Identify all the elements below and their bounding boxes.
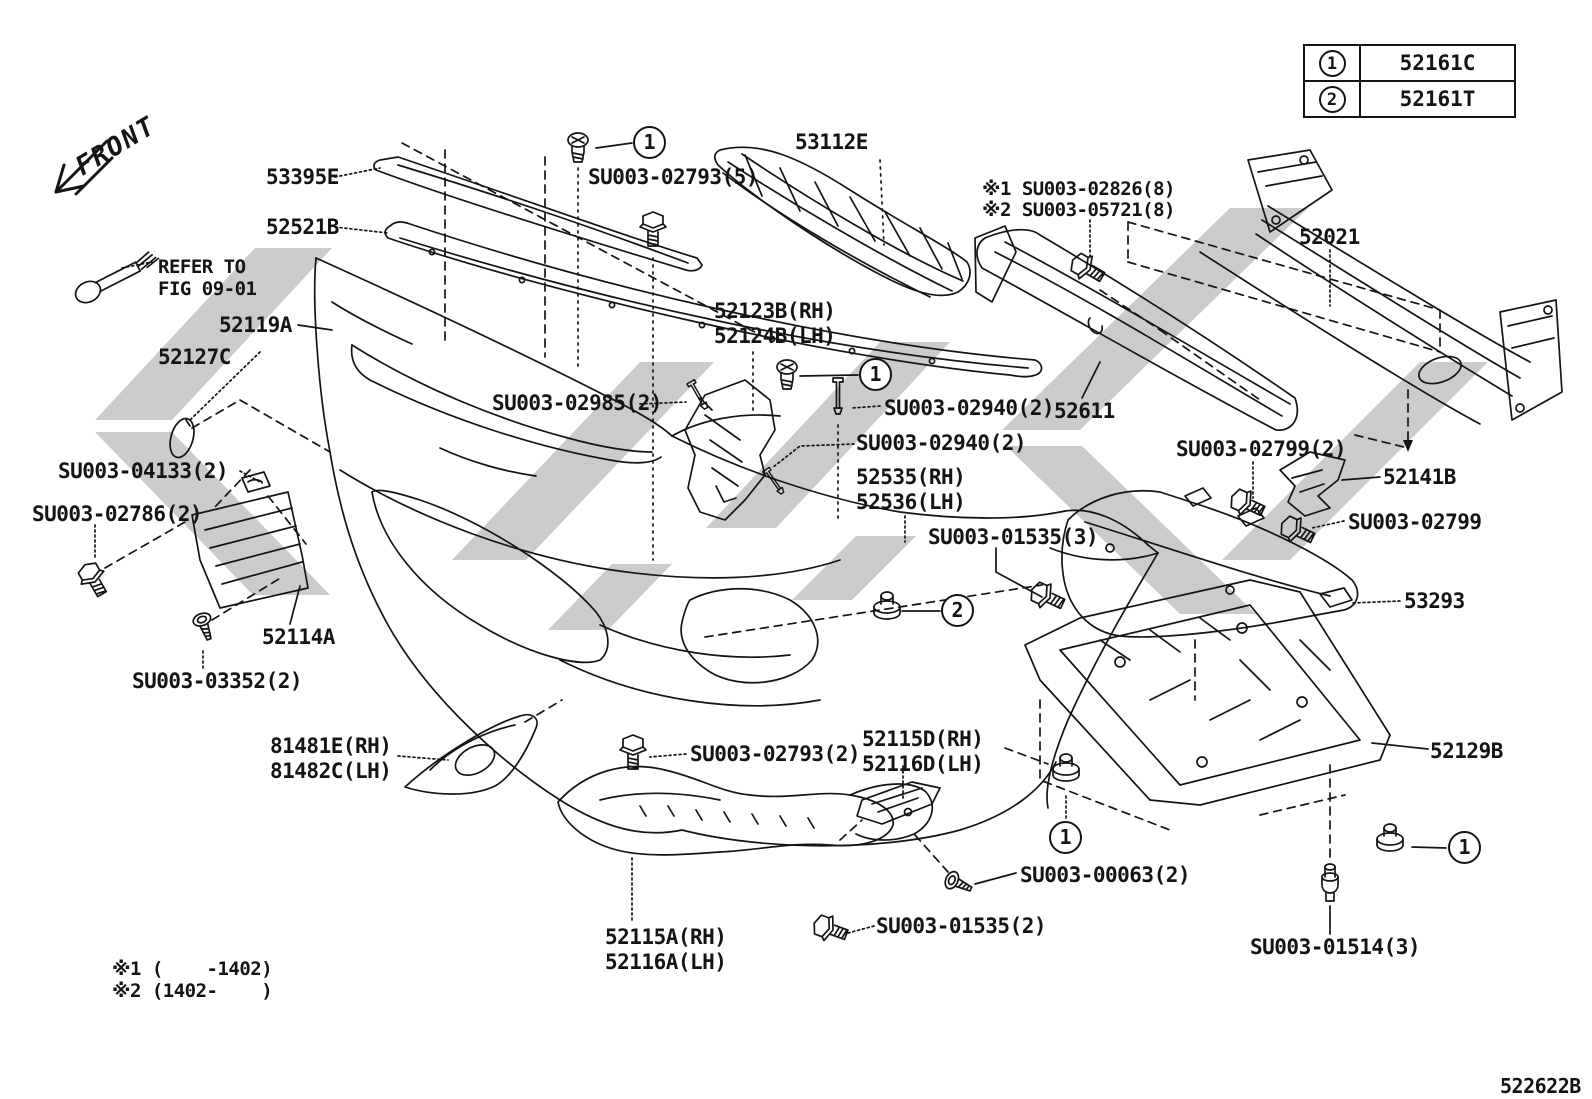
part-label-SU003-01535x3: SU003-01535(3): [928, 525, 1099, 549]
screw-icon: [777, 360, 797, 389]
bolt-icon: [620, 735, 646, 769]
part-label-52611: 52611: [1054, 399, 1115, 423]
part-label-52124B: 52124B(LH): [714, 324, 836, 348]
part-label-SU003-02793x2: SU003-02793(2): [690, 742, 861, 766]
part-label-81481E: 81481E(RH): [270, 734, 392, 758]
part-label-52521B: 52521B: [266, 215, 339, 239]
part-label-52127C: 52127C: [158, 345, 231, 369]
legend-row: [1305, 46, 1514, 80]
arrowhead: [1403, 440, 1413, 452]
bolt-icon: [74, 558, 114, 600]
part-label-SU003-02793x5: SU003-02793(5): [588, 165, 759, 189]
callout-circle-1: 1: [633, 126, 666, 159]
callout-circle-1: 1: [1448, 831, 1481, 864]
part-label-52116D: 52116D(LH): [862, 752, 984, 776]
part-label-52535: 52535(RH): [856, 465, 966, 489]
part-label-SU003-02940-b: SU003-02940(2): [856, 431, 1027, 455]
callout-circle-1: 1: [1049, 821, 1082, 854]
part-label-52536: 52536(LH): [856, 490, 966, 514]
fogcover-81481E-drawing: [405, 715, 537, 794]
screw-icon: [943, 870, 975, 898]
refer-note-line1: REFER TO: [158, 256, 246, 278]
callout-circle-1: 1: [1319, 50, 1346, 77]
part-label-52114A: 52114A: [262, 625, 335, 649]
legend-marker-cell: [1305, 82, 1361, 116]
screw-icon: [191, 611, 217, 643]
part-label-SU003-03352: SU003-03352(2): [132, 669, 303, 693]
part-label-52123B: 52123B(RH): [714, 299, 836, 323]
callout-circle-2: 2: [1319, 86, 1346, 113]
refer-note-line2: FIG 09-01: [158, 278, 257, 300]
legend-marker-cell: [1305, 46, 1361, 80]
part-label-SU003-02786: SU003-02786(2): [32, 502, 203, 526]
part-label-52115A: 52115A(RH): [605, 925, 727, 949]
part-label-remark2-SU003-05721: ※2 SU003-05721(8): [982, 199, 1175, 221]
refer-bolt-drawing: [72, 248, 162, 307]
part-label-SU003-02940-a: SU003-02940(2): [884, 396, 1055, 420]
footnote-1: ※1 ( -1402): [112, 958, 273, 980]
callout-circle-1: 1: [859, 358, 892, 391]
part-label-53112E: 53112E: [795, 130, 868, 154]
part-label-52115D: 52115D(RH): [862, 727, 984, 751]
bolt-icon: [810, 911, 851, 947]
part-label-52129B: 52129B: [1430, 739, 1503, 763]
legend-part-number: 52161C: [1399, 51, 1476, 75]
part-label-52021: 52021: [1299, 225, 1360, 249]
part-label-52116A: 52116A(LH): [605, 950, 727, 974]
bolt-icon: [1026, 578, 1068, 616]
footnote-2: ※2 (1402- ): [112, 980, 273, 1002]
part-label-53395E: 53395E: [266, 165, 339, 189]
drawing-number: 522622B: [1500, 1074, 1581, 1098]
part-label-52141B: 52141B: [1383, 465, 1456, 489]
legend-part-number: 52161T: [1399, 87, 1476, 111]
part-label-SU003-04133: SU003-04133(2): [58, 459, 229, 483]
clip-icon: [1053, 754, 1079, 781]
part-label-SU003-01535x2: SU003-01535(2): [876, 914, 1047, 938]
part-label-81482C: 81482C(LH): [270, 759, 392, 783]
part-label-SU003-01514: SU003-01514(3): [1250, 935, 1421, 959]
part-label-SU003-02799: SU003-02799: [1348, 510, 1482, 534]
part-label-SU003-00063: SU003-00063(2): [1020, 863, 1191, 887]
part-label-53293: 53293: [1404, 589, 1465, 613]
clip-icon: [874, 592, 900, 619]
legend-table: [1303, 44, 1516, 118]
part-label-SU003-02985: SU003-02985(2): [492, 391, 663, 415]
screw-icon: [568, 133, 588, 162]
callout-circle-2: 2: [941, 594, 974, 627]
part-label-remark1-SU003-02826: ※1 SU003-02826(8): [982, 178, 1175, 200]
part-label-52119A: 52119A: [219, 313, 292, 337]
legend-row: [1305, 80, 1514, 116]
grommet-icon: [1322, 864, 1338, 901]
part-label-SU003-02799x2: SU003-02799(2): [1176, 437, 1347, 461]
clip-icon: [1377, 824, 1403, 851]
front-direction-label: FRONT: [70, 110, 162, 182]
